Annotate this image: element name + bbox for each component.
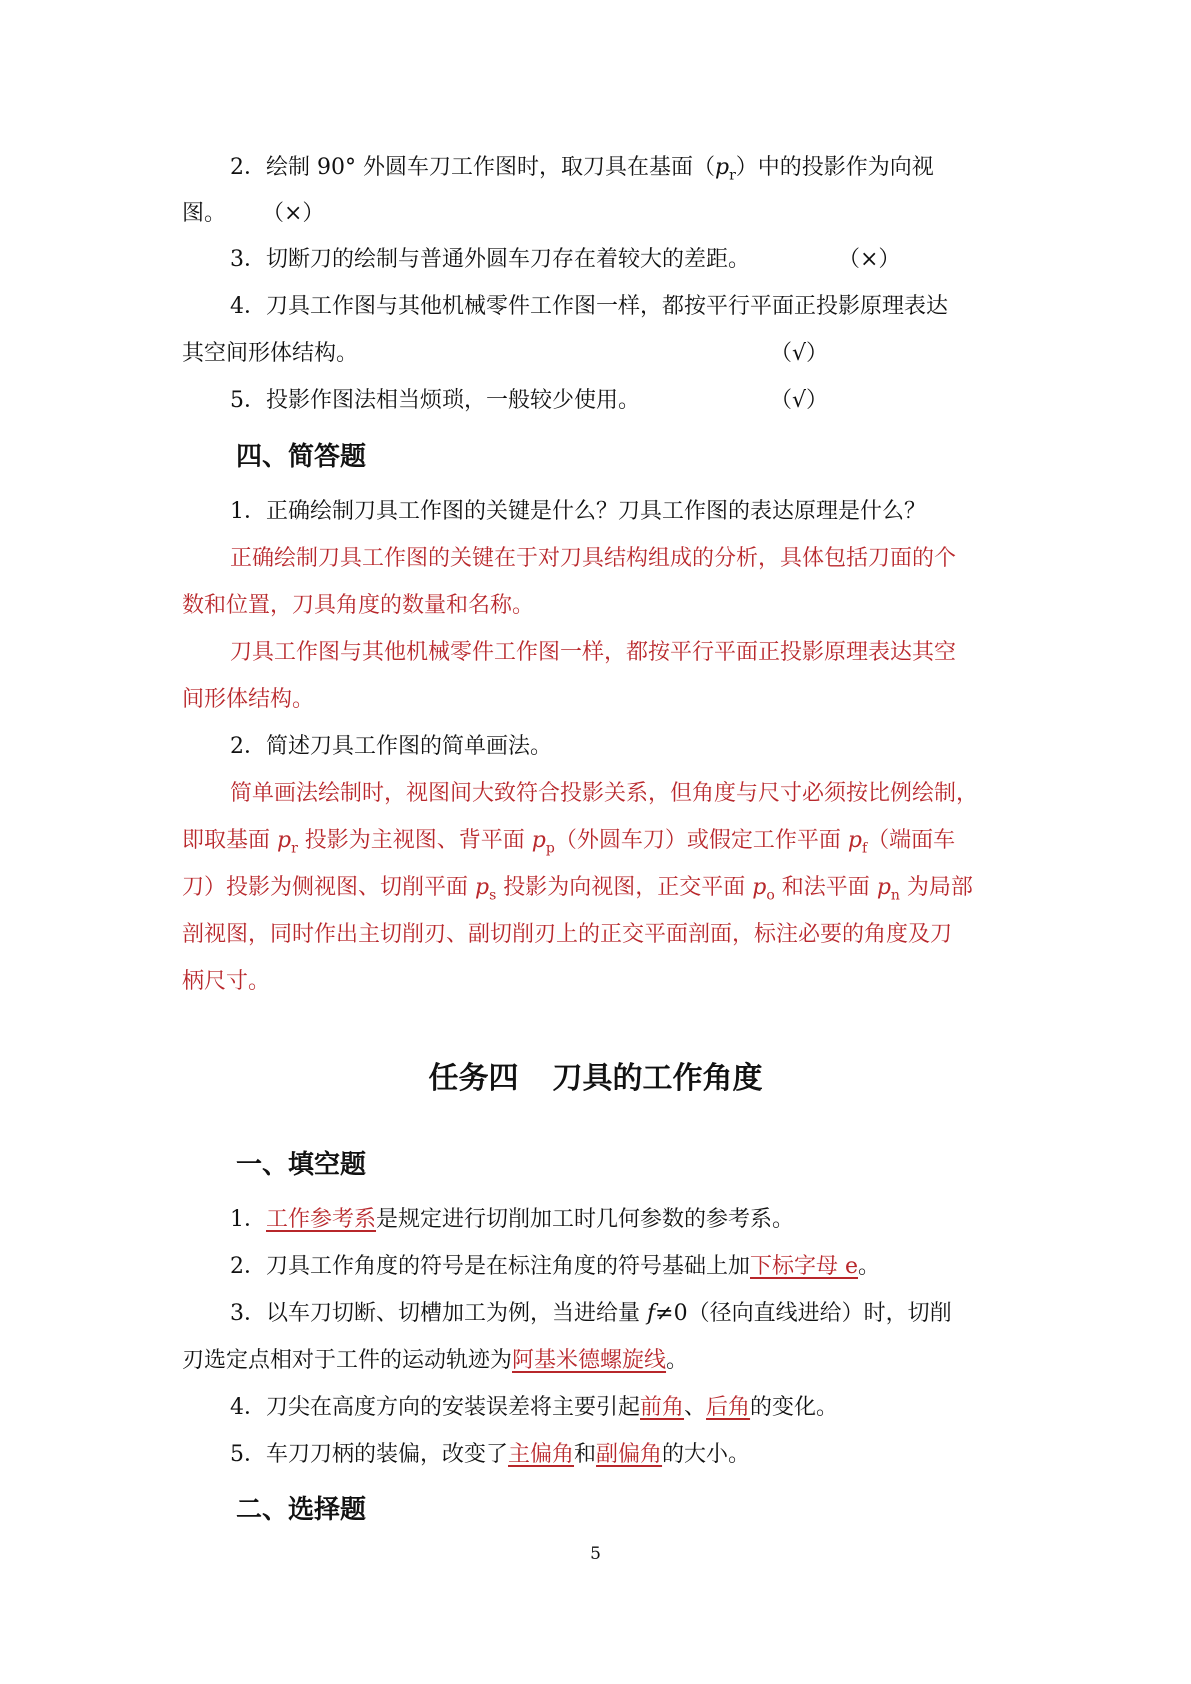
section4-a2-line3: 刀）投影为侧视图、切削平面 $p_s$ 投影为向视图，正交平面 $p_o$ 和法平面 $p_n$ 为局部 [182,875,973,904]
judge-q4-line1: 4．刀具工作图与其他机械零件工作图一样，都按平行平面正投影原理表达 [230,294,948,319]
judge-q3-mark: （×） [838,247,901,272]
fill-q2: 2．刀具工作角度的符号是在标注角度的符号基础上加下标字母 e。 [230,1254,881,1279]
judge-q2-line2: 图。 [182,201,227,226]
section4-a2-line4: 剖视图，同时作出主切削刃、副切削刃上的正交平面剖面，标注必要的角度及刀 [182,922,953,947]
fill-q4: 4．刀尖在高度方向的安装误差将主要引起前角、后角的变化。 [230,1395,839,1420]
section4-q2: 2．简述刀具工作图的简单画法。 [230,734,552,759]
judge-q4-line2: 其空间形体结构。 [182,341,359,366]
page-number: 5 [590,1544,601,1564]
section4-a2-line5: 柄尺寸。 [182,969,271,994]
section4-a1-line3: 刀具工作图与其他机械零件工作图一样，都按平行平面正投影原理表达其空 [230,640,957,665]
section4-a1-line4: 间形体结构。 [182,687,315,712]
task-title: 任务四 刀具的工作角度 [428,1061,763,1096]
section4-a1-line1: 正确绘制刀具工作图的关键在于对刀具结构组成的分析，具体包括刀面的个 [230,546,957,571]
section2-heading: 二、选择题 [236,1495,367,1525]
judge-q3: 3．切断刀的绘制与普通外圆车刀存在着较大的差距。 [230,247,750,272]
fill-q3-line1: 3．以车刀切断、切槽加工为例，当进给量 f≠0（径向直线进给）时，切削 [230,1301,952,1326]
section4-heading: 四、简答题 [236,442,367,472]
judge-q4-mark: （√） [770,341,829,366]
judge-q5-mark: （√） [770,388,829,413]
section4-a1-line2: 数和位置，刀具角度的数量和名称。 [182,593,535,618]
judge-q5: 5．投影作图法相当烦琐，一般较少使用。 [230,388,640,413]
section4-a2-line1: 简单画法绘制时，视图间大致符合投影关系，但角度与尺寸必须按比例绘制， [230,781,979,806]
judge-q2-mark: （×） [262,201,325,226]
fill-q1: 1．工作参考系是规定进行切削加工时几何参数的参考系。 [230,1207,795,1232]
section4-a2-line2: 即取基面 $p_r$ 投影为主视图、背平面 $p_p$（外圆车刀）或假定工作平面 $p_f$（端面车 [182,828,956,857]
section4-q1: 1．正确绘制刀具工作图的关键是什么？刀具工作图的表达原理是什么？ [230,499,926,524]
fill-q5: 5．车刀刀柄的装偏，改变了主偏角和副偏角的大小。 [230,1442,751,1467]
judge-q2-line1: 2．绘制 90° 外圆车刀工作图时，取刀具在基面$(p_r)$中的投影作为向视 [230,155,934,184]
section1-heading: 一、填空题 [236,1150,367,1180]
fill-q3-line2: 刃选定点相对于工件的运动轨迹为阿基米德螺旋线。 [182,1348,689,1373]
